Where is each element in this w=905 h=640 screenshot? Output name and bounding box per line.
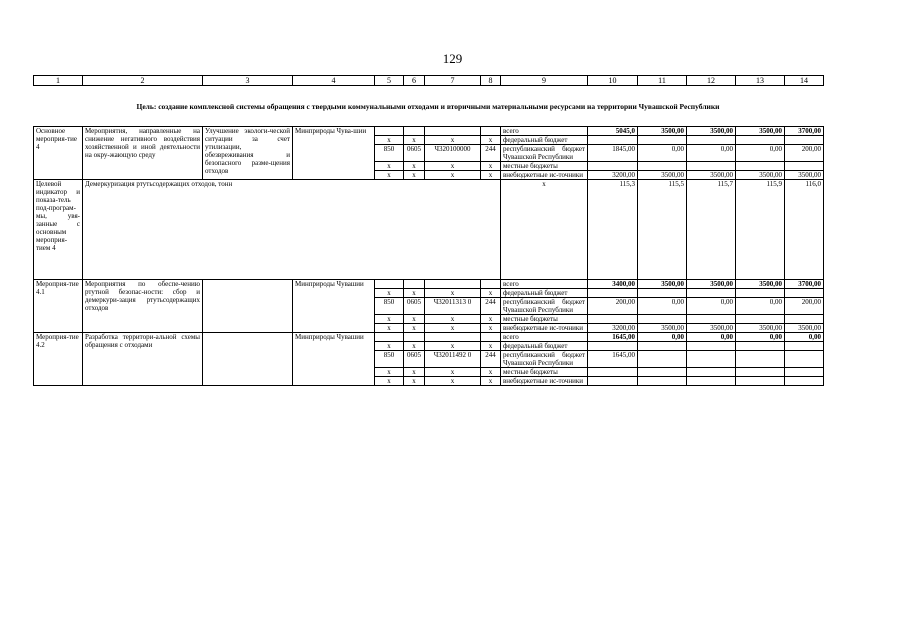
amount-cell xyxy=(687,377,736,386)
amount-cell xyxy=(638,289,687,298)
amount-cell xyxy=(638,315,687,324)
task-cell: Улучшение экологи-ческой ситуации за счет утилизации, обезвреживания и безопасного разме-щения отходов xyxy=(203,127,293,180)
amount-cell xyxy=(687,136,736,145)
amount-cell xyxy=(687,289,736,298)
amount-cell xyxy=(588,342,638,351)
amount-cell: 0,00 xyxy=(687,298,736,315)
budget-code-cell: x xyxy=(404,171,425,180)
amount-cell: 1845,00 xyxy=(588,145,638,162)
column-number: 14 xyxy=(785,76,824,86)
funding-source-cell: местные бюджеты xyxy=(501,162,588,171)
budget-code-cell: x xyxy=(481,136,501,145)
amount-cell xyxy=(638,136,687,145)
amount-cell xyxy=(638,368,687,377)
budget-code-cell xyxy=(481,127,501,136)
column-number: 10 xyxy=(588,76,638,86)
amount-cell: 200,00 xyxy=(588,298,638,315)
budget-code-cell xyxy=(375,333,404,342)
amount-cell xyxy=(638,377,687,386)
column-number: 4 xyxy=(293,76,375,86)
amount-cell xyxy=(785,162,824,171)
budget-code-cell xyxy=(481,333,501,342)
amount-cell: 3500,00 xyxy=(736,171,785,180)
amount-cell xyxy=(785,342,824,351)
budget-code-cell: x xyxy=(404,162,425,171)
amount-cell xyxy=(736,368,785,377)
amount-cell: 0,00 xyxy=(736,333,785,342)
amount-cell: 0,00 xyxy=(638,333,687,342)
funding-source-cell: местные бюджеты xyxy=(501,368,588,377)
budget-code-cell: x xyxy=(375,342,404,351)
event-name-cell: Разработка территори-альной схемы обращения с отходами xyxy=(83,333,203,386)
amount-cell: 3500,00 xyxy=(785,171,824,180)
indicator-value-cell: 115,3 xyxy=(588,180,638,280)
amount-cell: 3500,00 xyxy=(736,280,785,289)
budget-code-cell: x xyxy=(481,324,501,333)
column-number: 8 xyxy=(481,76,501,86)
goal-heading: Цель: создание комплексной системы обращения с твердыми коммунальными отходами и вторичными материальными ресурсами на территории Чувашской Республики xyxy=(136,102,720,111)
amount-cell: 5045,0 xyxy=(588,127,638,136)
executor-cell: Минприроды Чувашии xyxy=(293,333,375,386)
amount-cell xyxy=(785,377,824,386)
amount-cell xyxy=(736,289,785,298)
table-row xyxy=(34,333,824,342)
amount-cell xyxy=(638,162,687,171)
budget-code-cell: x xyxy=(425,342,481,351)
column-number: 13 xyxy=(736,76,785,86)
amount-cell xyxy=(785,368,824,377)
amount-cell xyxy=(785,315,824,324)
amount-cell: 200,00 xyxy=(785,298,824,315)
budget-code-cell: Ч320100000 xyxy=(425,145,481,162)
amount-cell xyxy=(736,315,785,324)
budget-code-cell: x xyxy=(375,315,404,324)
budget-code-cell xyxy=(481,280,501,289)
budget-code-cell: x xyxy=(375,368,404,377)
budget-code-cell: 0605 xyxy=(404,145,425,162)
funding-source-cell: федеральный бюджет xyxy=(501,342,588,351)
amount-cell: 3500,00 xyxy=(638,171,687,180)
amount-cell xyxy=(785,136,824,145)
budget-code-cell: 850 xyxy=(375,351,404,368)
amount-cell: 3700,00 xyxy=(785,280,824,289)
budget-code-cell: 0605 xyxy=(404,298,425,315)
budget-code-cell: Ч32011313 0 xyxy=(425,298,481,315)
amount-cell xyxy=(736,351,785,368)
budget-code-cell: 0605 xyxy=(404,351,425,368)
budget-code-cell: 244 xyxy=(481,145,501,162)
budget-code-cell: x xyxy=(481,377,501,386)
amount-cell: 3500,00 xyxy=(638,324,687,333)
amount-cell xyxy=(736,377,785,386)
budget-code-cell: x xyxy=(425,324,481,333)
event-name-cell: Мероприятия, направленные на снижение негативного воздействия хозяйственной и иной деятельности на окру-жающую среду xyxy=(83,127,203,180)
amount-cell xyxy=(687,342,736,351)
amount-cell xyxy=(687,315,736,324)
indicator-row xyxy=(34,180,824,280)
amount-cell: 3200,00 xyxy=(588,171,638,180)
funding-source-cell: всего xyxy=(501,127,588,136)
amount-cell: 3500,00 xyxy=(687,127,736,136)
column-number: 6 xyxy=(404,76,425,86)
amount-cell xyxy=(785,289,824,298)
budget-code-cell: x xyxy=(425,315,481,324)
event-status-cell: Мероприя-тие 4.2 xyxy=(34,333,83,386)
amount-cell: 1645,00 xyxy=(588,351,638,368)
amount-cell: 0,00 xyxy=(736,298,785,315)
budget-code-cell: x xyxy=(425,377,481,386)
indicator-value-cell: 115,9 xyxy=(736,180,785,280)
program-table xyxy=(33,126,824,386)
column-number: 12 xyxy=(687,76,736,86)
budget-code-cell xyxy=(425,280,481,289)
amount-cell xyxy=(687,368,736,377)
amount-cell: 200,00 xyxy=(785,145,824,162)
funding-source-cell: внебюджетные ис-точники xyxy=(501,377,588,386)
amount-cell: 0,00 xyxy=(687,333,736,342)
executor-cell: Минприроды Чувашии xyxy=(293,280,375,333)
page-number: 129 xyxy=(442,51,463,66)
amount-cell xyxy=(588,315,638,324)
column-number: 7 xyxy=(425,76,481,86)
amount-cell: 3500,00 xyxy=(687,324,736,333)
budget-code-cell xyxy=(404,333,425,342)
event-status-cell: Основное мероприя-тие 4 xyxy=(34,127,83,180)
indicator-label-cell: Целевой индикатор и показа-тель под-програм-мы, увя-занные с основным мероприя-тием 4 xyxy=(34,180,83,280)
budget-code-cell xyxy=(425,333,481,342)
budget-code-cell: x xyxy=(404,368,425,377)
budget-code-cell: Ч32011492 0 xyxy=(425,351,481,368)
budget-code-cell xyxy=(404,280,425,289)
amount-cell xyxy=(785,351,824,368)
budget-code-cell: 850 xyxy=(375,145,404,162)
amount-cell: 3500,00 xyxy=(736,324,785,333)
amount-cell: 3500,00 xyxy=(687,171,736,180)
budget-code-cell: x xyxy=(375,136,404,145)
amount-cell: 3700,00 xyxy=(785,127,824,136)
funding-source-cell: всего xyxy=(501,280,588,289)
budget-code-cell: x xyxy=(404,324,425,333)
event-name-cell: Мероприятия по обеспе-чению ртутной безопас-ности: сбор и демеркури-зация ртутьсодержащих отходов xyxy=(83,280,203,333)
budget-code-cell xyxy=(425,127,481,136)
budget-code-cell: x xyxy=(375,289,404,298)
budget-code-cell: x xyxy=(425,162,481,171)
indicator-unit-cell: х xyxy=(501,180,588,280)
amount-cell xyxy=(687,351,736,368)
amount-cell xyxy=(588,377,638,386)
amount-cell: 3500,00 xyxy=(736,127,785,136)
amount-cell: 0,00 xyxy=(638,298,687,315)
funding-source-cell: внебюджетные ис-точники xyxy=(501,324,588,333)
budget-code-cell: x xyxy=(481,342,501,351)
amount-cell: 3500,00 xyxy=(638,127,687,136)
budget-code-cell: x xyxy=(481,162,501,171)
budget-code-cell: x xyxy=(481,315,501,324)
budget-code-cell: x xyxy=(375,324,404,333)
indicator-value-cell: 116,0 xyxy=(785,180,824,280)
amount-cell xyxy=(736,342,785,351)
funding-source-cell: внебюджетные ис-точники xyxy=(501,171,588,180)
column-number: 11 xyxy=(638,76,687,86)
budget-code-cell xyxy=(375,280,404,289)
funding-source-cell: федеральный бюджет xyxy=(501,289,588,298)
table-row xyxy=(34,280,824,289)
event-status-cell: Мероприя-тие 4.1 xyxy=(34,280,83,333)
amount-cell xyxy=(588,136,638,145)
amount-cell xyxy=(588,289,638,298)
funding-source-cell: республиканский бюджет Чувашской Республики xyxy=(501,298,588,315)
column-number: 1 xyxy=(34,76,83,86)
budget-code-cell: 850 xyxy=(375,298,404,315)
budget-code-cell: x xyxy=(404,289,425,298)
funding-source-cell: местные бюджеты xyxy=(501,315,588,324)
budget-code-cell: x xyxy=(404,136,425,145)
indicator-value-cell: 115,7 xyxy=(687,180,736,280)
table-row xyxy=(34,127,824,136)
amount-cell xyxy=(588,162,638,171)
amount-cell: 0,00 xyxy=(736,145,785,162)
budget-code-cell: x xyxy=(404,342,425,351)
budget-code-cell: x xyxy=(375,377,404,386)
task-cell xyxy=(203,280,293,333)
funding-source-cell: республиканский бюджет Чувашской Республики xyxy=(501,145,588,162)
amount-cell xyxy=(588,368,638,377)
budget-code-cell: x xyxy=(481,289,501,298)
amount-cell xyxy=(687,162,736,171)
amount-cell: 3500,00 xyxy=(785,324,824,333)
amount-cell: 0,00 xyxy=(785,333,824,342)
budget-code-cell: 244 xyxy=(481,298,501,315)
column-number: 2 xyxy=(83,76,203,86)
amount-cell: 0,00 xyxy=(638,145,687,162)
amount-cell: 0,00 xyxy=(687,145,736,162)
budget-code-cell xyxy=(375,127,404,136)
amount-cell xyxy=(638,342,687,351)
funding-source-cell: всего xyxy=(501,333,588,342)
budget-code-cell: x xyxy=(404,377,425,386)
indicator-text-cell: Демеркуризация ртутьсодержащих отходов, тонн xyxy=(83,180,501,280)
budget-code-cell: 244 xyxy=(481,351,501,368)
amount-cell: 1645,00 xyxy=(588,333,638,342)
budget-code-cell: x xyxy=(425,289,481,298)
task-cell xyxy=(203,333,293,386)
budget-code-cell: x xyxy=(404,315,425,324)
column-number-header xyxy=(33,75,824,86)
indicator-value-cell: 115,5 xyxy=(638,180,687,280)
amount-cell: 3200,00 xyxy=(588,324,638,333)
budget-code-cell: x xyxy=(425,171,481,180)
amount-cell xyxy=(638,351,687,368)
column-number: 9 xyxy=(501,76,588,86)
funding-source-cell: республиканский бюджет Чувашской Республики xyxy=(501,351,588,368)
budget-code-cell: x xyxy=(425,368,481,377)
column-number: 3 xyxy=(203,76,293,86)
budget-code-cell xyxy=(404,127,425,136)
amount-cell: 3500,00 xyxy=(687,280,736,289)
column-number: 5 xyxy=(375,76,404,86)
amount-cell: 3500,00 xyxy=(638,280,687,289)
budget-code-cell: x xyxy=(375,162,404,171)
amount-cell: 3400,00 xyxy=(588,280,638,289)
budget-code-cell: x xyxy=(375,171,404,180)
amount-cell xyxy=(736,136,785,145)
executor-cell: Минприроды Чува-шии xyxy=(293,127,375,180)
budget-code-cell: x xyxy=(425,136,481,145)
budget-code-cell: x xyxy=(481,171,501,180)
amount-cell xyxy=(736,162,785,171)
budget-code-cell: x xyxy=(481,368,501,377)
funding-source-cell: федеральный бюджет xyxy=(501,136,588,145)
